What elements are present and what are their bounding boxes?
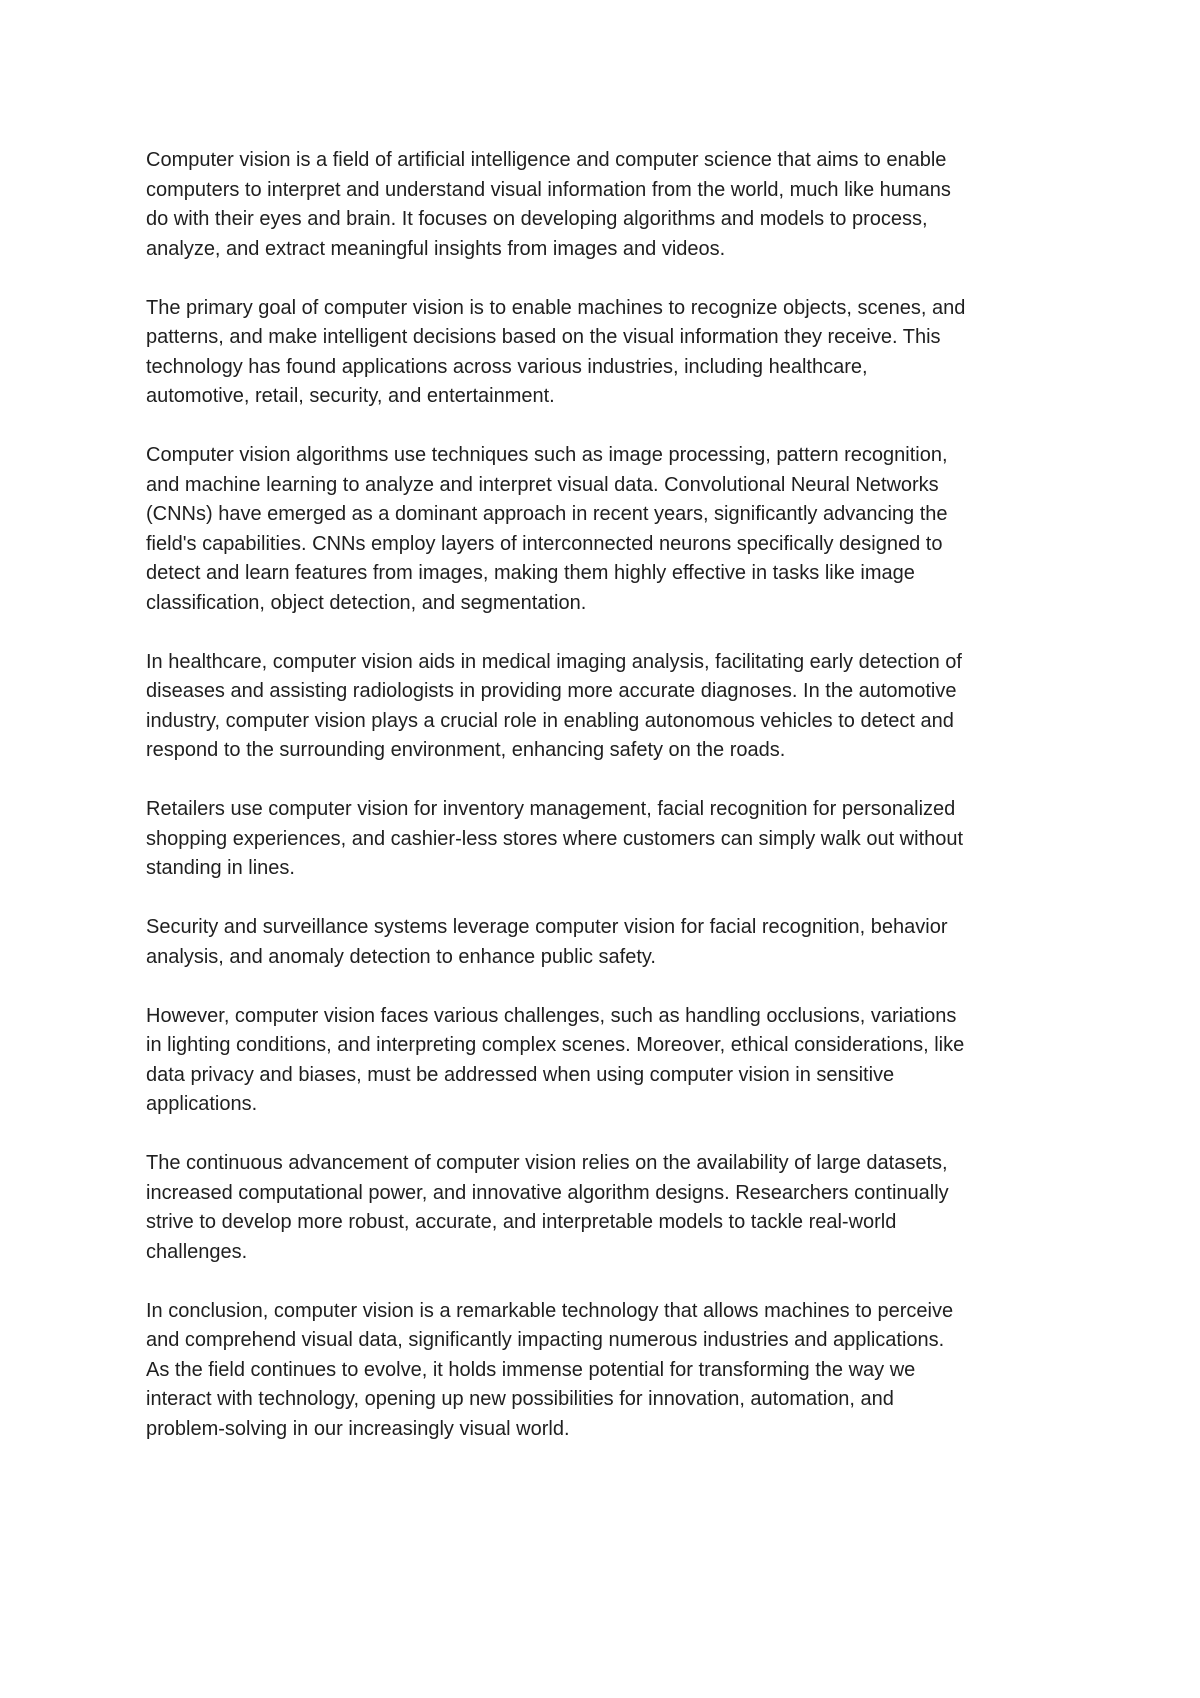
paragraph-intro: Computer vision is a field of artificial intelligence and computer science that aims to enable computers to interpret and understand visual information from the world, much like humans do with their eyes and brain. It focuses on developing algorithms and models to process, analyze, and extract meaningful insights from images and videos.: [146, 149, 951, 260]
paragraph-advancement: The continuous advancement of computer vision relies on the availability of large datasets, increased computational power, and innovative algorithm designs. Researchers continually strive to develop more robust, accurate, and interpretable models to tackle real-world challenges.: [146, 1152, 949, 1263]
paragraph-challenges: However, computer vision faces various challenges, such as handling occlusions, variations in lighting conditions, and interpreting complex scenes. Moreover, ethical considerations, like data privacy and biases, must be addressed when using computer vision in sensitive applications.: [146, 1004, 965, 1115]
document-body: [146, 146, 1066, 1474]
paragraph-algorithms: Computer vision algorithms use techniques such as image processing, pattern recognition, and machine learning to analyze and interpret visual data. Convolutional Neural Networks (CNNs) have emerged as a dominant approach in recent years, significantly advancing the field's capabilities. CNNs employ layers of interconnected neurons specifically designed to detect and learn features from images, making them highly effective in tasks like image classification, object detection, and segmentation.: [146, 444, 948, 614]
paragraph-conclusion: In conclusion, computer vision is a remarkable technology that allows machines to perceive and comprehend visual data, significantly impacting numerous industries and applications. As the field continues to evolve, it holds immense potential for transforming the way we interact with technology, opening up new possibilities for innovation, automation, and problem-solving in our increasingly visual world.: [146, 1299, 954, 1440]
paragraph-primary-goal: The primary goal of computer vision is to enable machines to recognize objects, scenes, and patterns, and make intelligent decisions based on the visual information they receive. This technology has found applications across various industries, including healthcare, automotive, retail, security, and entertainment.: [146, 296, 966, 407]
paragraph-security: Security and surveillance systems leverage computer vision for facial recognition, behavior analysis, and anomaly detection to enhance public safety.: [146, 916, 948, 968]
paragraph-retail: Retailers use computer vision for inventory management, facial recognition for personalized shopping experiences, and cashier-less stores where customers can simply walk out without standing in lines.: [146, 798, 964, 879]
paragraph-healthcare-automotive: In healthcare, computer vision aids in medical imaging analysis, facilitating early detection of diseases and assisting radiologists in providing more accurate diagnoses. In the automotive industry, computer vision plays a crucial role in enabling autonomous vehicles to detect and respond to the surrounding environment, enhancing safety on the roads.: [146, 650, 962, 761]
